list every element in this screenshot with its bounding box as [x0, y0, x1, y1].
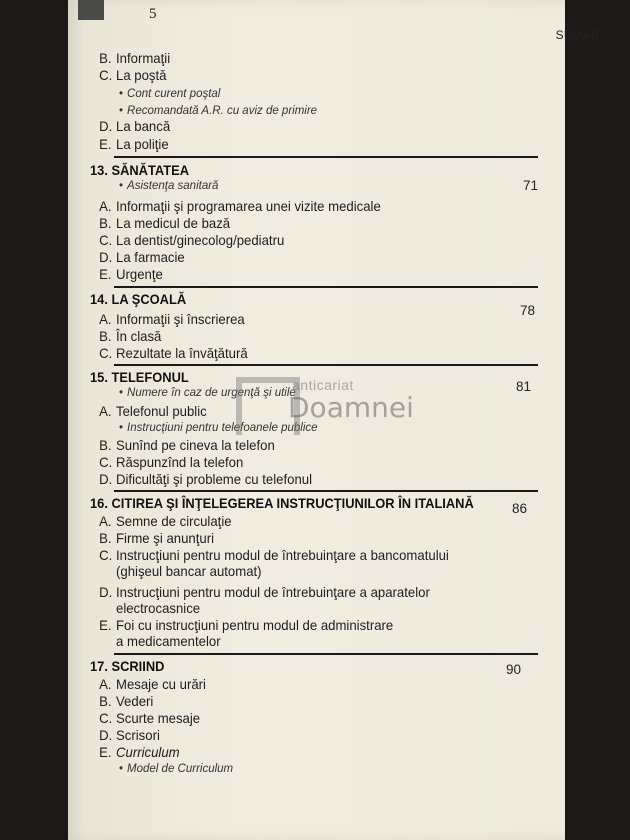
toc-item: D. Dificultăţi şi probleme cu telefonul [99, 471, 313, 487]
section-page: 90 [506, 662, 522, 677]
section-rule [114, 364, 538, 366]
toc-item: A. Informaţii şi programarea unei vizite medicale [99, 198, 381, 214]
toc-item: C. Răspunzînd la telefon [99, 454, 244, 470]
toc-item: C. Instrucţiuni pentru modul de întrebuinţare a bancomatului (ghişeul bancar automat) [99, 547, 449, 579]
toc-item: B. Sunînd pe cineva la telefon [99, 437, 275, 453]
toc-item: B. În clasă [99, 328, 162, 344]
toc-item: D. La bancă [99, 118, 171, 134]
toc-item: E. Curriculum [99, 744, 180, 760]
toc-item: E. La poliţie [99, 136, 169, 152]
toc-item: A. Semne de circulaţie [99, 513, 232, 529]
section-page: 78 [520, 303, 536, 318]
toc-item: C. La poştă [99, 67, 167, 83]
section-title: 16. CITIREA ŞI ÎNŢELEGEREA INSTRUCŢIUNILOR ÎN ITALIANĂ [90, 495, 474, 511]
page-number: 5 [149, 6, 157, 22]
toc-item: B. Vederi [99, 693, 154, 709]
toc-item: D. Scrisori [99, 727, 160, 743]
section-rule [114, 286, 538, 288]
toc-bullet: • Instrucţiuni pentru telefoanele publice [119, 422, 318, 434]
toc-item: A. Mesaje cu urări [99, 676, 206, 692]
toc-item: A. Informaţii şi înscrierea [99, 311, 245, 327]
watermark-big-text: Doamnei [288, 391, 414, 424]
toc-item: B. La medicul de bază [99, 215, 231, 231]
toc-bullet: • Cont curent poştal [119, 88, 221, 100]
section-page: 86 [512, 501, 528, 516]
toc-item: E. Urgenţe [99, 266, 163, 282]
toc-item: B. Firme şi anunţuri [99, 530, 215, 546]
running-title: SUMAR [555, 28, 600, 42]
section-page: 81 [516, 379, 532, 394]
toc-bullet: • Numere în caz de urgenţă şi utile [119, 387, 296, 399]
page-tab-marker [78, 0, 104, 20]
toc-item: E. Foi cu instrucţiuni pentru modul de administrare a medicamentelor [99, 617, 394, 649]
toc-bullet: • Asistenţa sanitară [119, 180, 219, 192]
toc-item: C. La dentist/ginecolog/pediatru [99, 232, 285, 248]
section-title: 14. LA ŞCOALĂ [90, 291, 187, 307]
section-title: 13. SĂNĂTATEA [90, 162, 190, 178]
section-rule [114, 490, 538, 492]
section-title: 17. SCRIIND [90, 658, 165, 674]
toc-item: D. La farmacie [99, 249, 185, 265]
toc-bullet: • Model de Curriculum [119, 763, 234, 775]
toc-bullet: • Recomandată A.R. cu aviz de primire [119, 105, 318, 117]
toc-item: A. Telefonul public [99, 403, 207, 419]
section-page: 71 [523, 178, 539, 193]
section-rule [114, 156, 538, 158]
watermark-small-text: anticariat [292, 377, 354, 393]
section-rule [114, 653, 538, 655]
toc-item: C. Scurte mesaje [99, 710, 201, 726]
toc-item: C. Rezultate la învăţătură [99, 345, 248, 361]
toc-item: B. Informaţii [99, 50, 171, 66]
section-title: 15. TELEFONUL [90, 369, 189, 385]
toc-item: D. Instrucţiuni pentru modul de întrebuinţare a aparatelor electrocasnice [99, 584, 430, 616]
